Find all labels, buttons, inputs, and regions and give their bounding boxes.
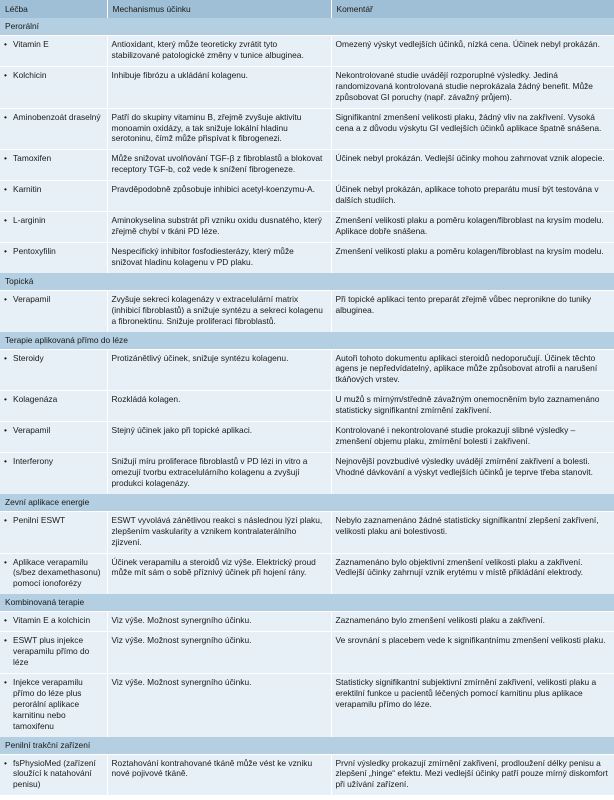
comment-cell: Omezený výskyt vedlejších účinků, nízká cena. Účinek nebyl prokázán. (331, 36, 614, 67)
bullet-icon: • (4, 245, 7, 256)
treatment-name: Aplikace verapamilu (s/bez dexamethasonu) pomocí ionoforézy (13, 556, 101, 589)
mechanism-cell: Patří do skupiny vitaminu B, zřejmě zvyšuje aktivitu monoamin oxidázy, a tak snižuje lokální hladinu serotoninu, čímž může přispívat k fibrogenezi. (107, 108, 331, 150)
mechanism-cell: Aminokyselina substrát při vzniku oxidu dusnatého, který zřejmě chybí v tkáni PD léze. (107, 212, 331, 243)
bullet-icon: • (4, 184, 7, 195)
comment-cell: Nekontrolované studie uvádějí rozporuplné výsledky. Jediná randomizovaná kontrolovaná studie neprokázala žádný benefit. Může způsobovat GI poruchy (např. závažný průjem). (331, 66, 614, 108)
bullet-icon: • (4, 556, 7, 567)
mechanism-cell: Viz výše. Možnost synergního účinku. (107, 673, 331, 736)
comment-cell: Statisticky signifikantní subjektivní zmírnění zakřivení, velikosti plaku a erektilní funkce u pacientů léčených pomocí karnitinu plus aplikace verapamilu přímo do léze. (331, 673, 614, 736)
table-row (0, 754, 614, 795)
table-row (0, 66, 614, 108)
table-row (0, 422, 614, 453)
section-title: Kombinovaná terapie (0, 594, 614, 612)
mechanism-cell: Pravděpodobně způsobuje inhibici acetyl-koenzymu-A. (107, 181, 331, 212)
treatment-cell (0, 150, 107, 181)
header-comment: Komentář (331, 0, 614, 18)
treatment-cell (0, 612, 107, 632)
treatment-cell (0, 511, 107, 553)
bullet-icon: • (4, 111, 7, 122)
treatment-name: Kolchicin (13, 69, 47, 80)
comment-cell: Účinek nebyl prokázán. Vedlejší účinky mohou zahrnovat vznik alopecie. (331, 150, 614, 181)
treatment-cell (0, 673, 107, 736)
bullet-icon: • (4, 39, 7, 49)
treatment-name: Interferony (13, 455, 54, 466)
treatment-name: Tamoxifen (13, 153, 52, 164)
bullet-icon: • (4, 153, 7, 164)
header-treatment: Léčba (0, 0, 107, 18)
comment-cell: Účinek nebyl prokázán, aplikace tohoto preparátu musí být testována v dalších studiích. (331, 181, 614, 212)
table-row (0, 150, 614, 181)
table-row (0, 511, 614, 553)
treatment-cell (0, 553, 107, 594)
table-row (0, 553, 614, 594)
bullet-icon: • (4, 293, 7, 304)
comment-cell: První výsledky prokazují zmírnění zakřivení, prodloužení délky penisu a zlepšení „hinge“ efektu. Mezi vedlejší účinky patří pouze mírný diskomfort při užívání zařízení. (331, 754, 614, 795)
mechanism-cell: Účinek verapamilu a steroidů viz výše. Elektrický proud může mít sám o sobě příznivý účinek při hojení rány. (107, 553, 331, 594)
table-header-row (0, 0, 614, 18)
bullet-icon: • (4, 635, 7, 646)
section-title: Penilní trakční zařízení (0, 737, 614, 755)
mechanism-cell: Stejný účinek jako při topické aplikaci. (107, 422, 331, 453)
bullet-icon: • (4, 352, 7, 363)
section-title: Zevní aplikace energie (0, 494, 614, 512)
bullet-icon: • (4, 455, 7, 466)
comment-cell: Kontrolované i nekontrolované studie prokazují slibné výsledky – zmenšení objemu plaku, zmírnění bolesti i zakřivení. (331, 422, 614, 453)
mechanism-cell: Protizánětlivý účinek, snižuje syntézu kolagenu. (107, 349, 331, 391)
table-row (0, 673, 614, 736)
mechanism-cell: Snižují míru proliferace fibroblastů v PD lézi in vitro a omezují tvorbu extracelulárního kolagenu a zvyšují produkci kolagenázy. (107, 452, 331, 493)
comment-cell: U mužů s mírným/středně závažným onemocněním bylo zaznamenáno statisticky signifikantní zmírnění zakřivení. (331, 391, 614, 422)
table-row (0, 632, 614, 674)
treatment-cell (0, 108, 107, 150)
treatment-name: Injekce verapamilu přímo do léze plus perorální aplikace karnitinu nebo tamoxifenu (13, 676, 83, 731)
treatment-cell (0, 36, 107, 67)
treatment-cell (0, 212, 107, 243)
mechanism-cell: Zvyšuje sekreci kolagenázy v extracelulární matrix (inhibicí fibroblastů) a snižuje syntézu a sekreci kolagenu a fibronektinu. Snižuje proliferaci fibroblastů. (107, 290, 331, 331)
mechanism-cell: Viz výše. Možnost synergního účinku. (107, 612, 331, 632)
treatment-name: fsPhysioMed (zařízení sloužící k natahování penisu) (13, 757, 96, 790)
section-title: Topická (0, 273, 614, 291)
table-row (0, 181, 614, 212)
comment-cell: Zaznamenáno bylo objektivní zmenšení velikosti plaku a zakřivení. Vedlejší účinky zahrnují vznik erytému v místě přikládání elektrody. (331, 553, 614, 594)
comment-cell: Ve srovnání s placebem vede k signifikantnímu zmenšení velikosti plaku. (331, 632, 614, 674)
section-row (0, 494, 614, 512)
treatment-name: Steroidy (13, 352, 44, 363)
treatment-cell (0, 452, 107, 493)
comment-cell: Nebylo zaznamenáno žádné statisticky signifikantní zlepšení zakřivení, velikosti plaku ani bolestivosti. (331, 511, 614, 553)
mechanism-cell: Rozkládá kolagen. (107, 391, 331, 422)
header-mechanism: Mechanismus účinku (107, 0, 331, 18)
comment-cell: Zaznamenáno bylo zmenšení velikosti plaku a zakřivení. (331, 612, 614, 632)
table-row (0, 108, 614, 150)
table-body (0, 18, 614, 795)
treatment-cell (0, 422, 107, 453)
bullet-icon: • (4, 215, 7, 226)
mechanism-cell: Inhibuje fibrózu a ukládání kolagenu. (107, 66, 331, 108)
treatment-name: Verapamil (13, 293, 51, 304)
bullet-icon: • (4, 69, 7, 80)
table-row (0, 349, 614, 391)
mechanism-cell: Viz výše. Možnost synergního účinku. (107, 632, 331, 674)
bullet-icon: • (4, 394, 7, 405)
treatment-name: Vitamin E a kolchicin (13, 615, 91, 626)
treatment-cell (0, 66, 107, 108)
bullet-icon: • (4, 757, 7, 768)
treatment-name: ESWT plus injekce verapamilu přímo do léze (13, 635, 90, 668)
treatment-name: L-arginin (13, 215, 46, 226)
comment-cell: Autoři tohoto dokumentu aplikaci steroidů nedoporučují. Účinek těchto agens je nepředvídatelný, aplikace může způsobovat atrofii a narušení tkáňových vrstev. (331, 349, 614, 391)
table-row (0, 36, 614, 67)
table-row (0, 212, 614, 243)
mechanism-cell: Nespecifický inhibitor fosfodiesterázy, který může snižovat hladinu kolagenu v PD plaku. (107, 242, 331, 272)
treatment-cell (0, 290, 107, 331)
treatment-name: Pentoxyfilin (13, 245, 56, 256)
treatment-name: Penilní ESWT (13, 514, 66, 525)
section-row (0, 737, 614, 755)
section-title: Terapie aplikovaná přímo do léze (0, 332, 614, 350)
table-row (0, 290, 614, 331)
section-row (0, 273, 614, 291)
mechanism-cell: Antioxidant, který může teoreticky zvrátit tyto stabilizované patologické změny v tunice albuginea. (107, 36, 331, 67)
comment-cell: Nejnovější povzbudivé výsledky uvádějí zmírnění zakřivení a bolesti. Vhodné dávkování a výskyt vedlejších účinků je teprve třeba stanovit. (331, 452, 614, 493)
treatment-name: Kolagenáza (13, 394, 58, 405)
bullet-icon: • (4, 676, 7, 687)
treatment-cell (0, 632, 107, 674)
treatment-cell (0, 391, 107, 422)
treatment-name: Aminobenzoát draselný (13, 111, 101, 122)
section-row (0, 332, 614, 350)
section-title: Perorální (0, 18, 614, 36)
comment-cell: Signifikantní zmenšení velikosti plaku, žádný vliv na zakřivení. Vysoká cena a z důvodu výskytu GI vedlejších účinků aplikace špatně snášena. (331, 108, 614, 150)
table-row (0, 452, 614, 493)
section-row (0, 18, 614, 36)
table-row (0, 391, 614, 422)
table-row (0, 612, 614, 632)
treatment-name: Karnitin (13, 184, 42, 195)
treatment-name: Vitamin E (13, 39, 49, 49)
comment-cell: Zmenšení velikosti plaku a poměru kolagen/fibroblast na krysím modelu. (331, 242, 614, 272)
mechanism-cell: ESWT vyvolává zánětlivou reakci s následnou lýzí plaku, zlepšením vaskularity a vznikem kontralaterálního zjizvení. (107, 511, 331, 553)
treatment-cell (0, 242, 107, 272)
section-row (0, 594, 614, 612)
mechanism-cell: Může snižovat uvolňování TGF-β z fibroblastů a blokovat receptory TGF-b, což vede k snížení fibrogeneze. (107, 150, 331, 181)
treatment-name: Verapamil (13, 425, 51, 436)
treatment-cell (0, 349, 107, 391)
table-row (0, 242, 614, 272)
bullet-icon: • (4, 615, 7, 626)
comment-cell: Zmenšení velikosti plaku a poměru kolagen/fibroblast na krysím modelu. Aplikace dobře snášena. (331, 212, 614, 243)
treatment-cell (0, 181, 107, 212)
mechanism-cell: Roztahování kontrahované tkáně může vést ke vzniku nové pojivové tkáně. (107, 754, 331, 795)
comment-cell: Při topické aplikaci tento preparát zřejmě vůbec nepronikne do tuniky albuginea. (331, 290, 614, 331)
bullet-icon: • (4, 514, 7, 525)
treatment-cell (0, 754, 107, 795)
bullet-icon: • (4, 425, 7, 436)
